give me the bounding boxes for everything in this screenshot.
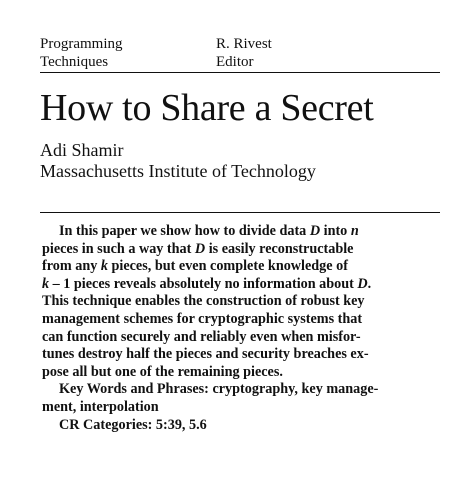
abstract <box>42 223 442 434</box>
abstract-variable: D <box>357 275 368 292</box>
editor-name: R. Rivest <box>216 36 272 52</box>
abstract-text: is easily reconstructable <box>205 240 354 257</box>
abstract-line <box>42 223 442 241</box>
editor-label <box>216 35 272 71</box>
paper-title: How to Share a Secret <box>40 87 374 129</box>
abstract-line <box>42 276 442 294</box>
abstract-text: In this paper we show how to divide data <box>59 223 310 239</box>
abstract-divider <box>40 212 440 213</box>
abstract-text: from any <box>42 258 101 275</box>
editor-role: Editor <box>216 54 254 70</box>
abstract-variable: k <box>42 275 50 292</box>
abstract-variable: k <box>100 258 108 275</box>
section-line-2: Techniques <box>40 54 109 70</box>
abstract-variable: D <box>309 223 321 239</box>
author-block <box>40 140 316 182</box>
keywords-line-2: ment, interpolation <box>42 398 159 415</box>
abstract-line: tunes destroy half the pieces and security breaches ex- <box>42 346 369 363</box>
author-name: Adi Shamir <box>40 140 124 160</box>
abstract-line: pose all but one of the remaining pieces. <box>42 363 283 380</box>
abstract-variable: n <box>350 223 359 239</box>
abstract-text: into <box>320 223 351 239</box>
abstract-line: This technique enables the construction of robust key <box>42 293 365 310</box>
abstract-line: can function securely and reliably even when misfor- <box>42 328 361 345</box>
keywords-line-1: Key Words and Phrases: cryptography, key manage- <box>59 381 379 398</box>
abstract-text: – 1 pieces reveals absolutely no information about <box>49 275 358 292</box>
abstract-text: . <box>367 275 372 292</box>
section-line-1: Programming <box>40 36 123 52</box>
abstract-text: pieces in such a way that <box>42 240 195 257</box>
article-header <box>40 35 440 71</box>
abstract-line <box>42 241 442 259</box>
abstract-line <box>42 258 442 276</box>
section-label <box>40 35 123 71</box>
cr-categories: CR Categories: 5:39, 5.6 <box>59 416 207 433</box>
author-affiliation: Massachusetts Institute of Technology <box>40 161 316 181</box>
abstract-text: pieces, but even complete knowledge of <box>107 258 348 275</box>
abstract-line: management schemes for cryptographic systems that <box>42 310 363 327</box>
abstract-variable: D <box>194 240 206 257</box>
header-divider <box>40 72 440 73</box>
